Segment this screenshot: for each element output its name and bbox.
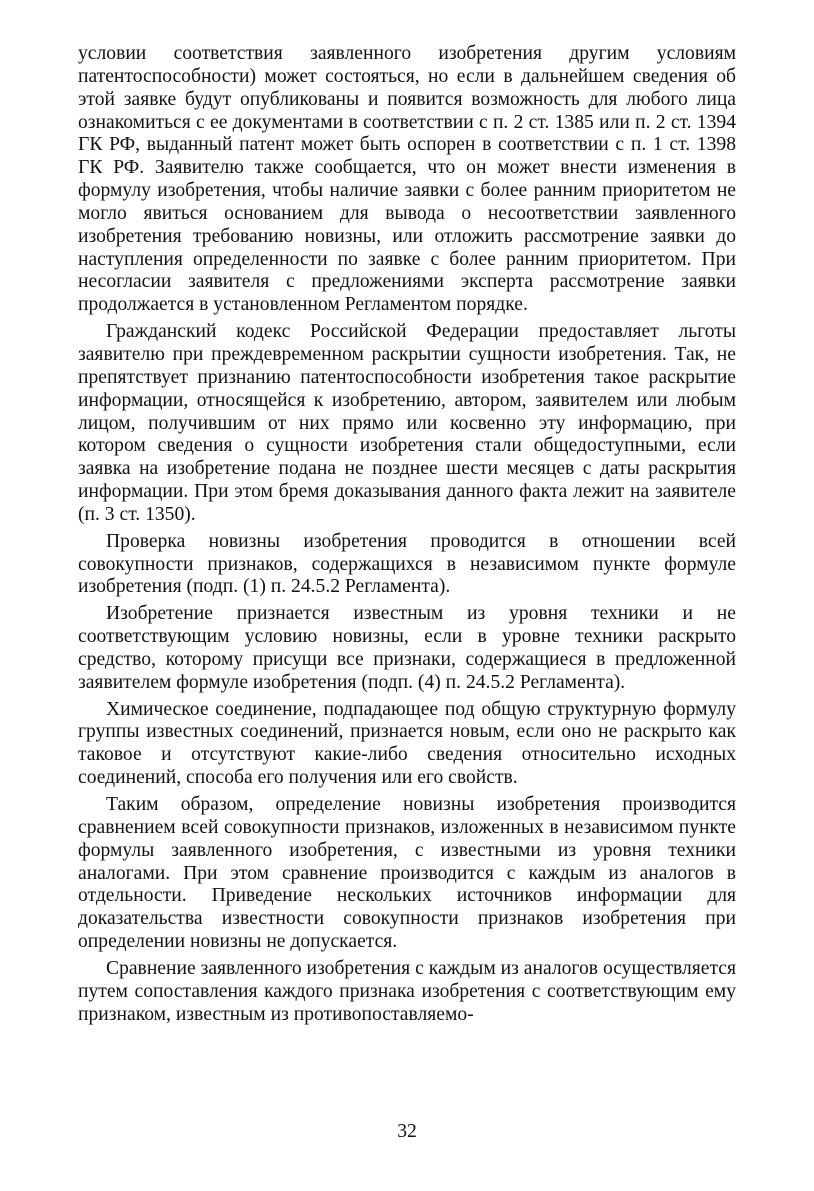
paragraph-5: Химическое соединение, подпадающее под общую структурную формулу группы известных соединений, признается новым, если оно не раскрыто как таковое и отсутствуют какие-либо сведения относительно исходных соединений, способа его получения или его свойств. [78,698,736,789]
paragraph-3: Проверка новизны изобретения проводится в отношении всей совокупности признаков, содержащихся в независимом пункте формуле изобретения (подп. (1) п. 24.5.2 Регламента). [78,530,736,598]
page-body [78,43,736,1030]
paragraph-7: Сравнение заявленного изобретения с каждым из аналогов осуществляется путем сопоставления каждого признака изобретения с соответствующим ему признаком, известным из противопоставляемо- [78,957,736,1025]
paragraph-6: Таким образом, определение новизны изобретения производится сравнением всей совокупности признаков, изложенных в независимом пункте формулы заявленного изобретения, с известными из уровня техники аналогами. При этом сравнение производится с каждым из аналогов в отдельности. Приведение нескольких источников информации для доказательства известности совокупности признаков изобретения при определении новизны не допускается. [78,794,736,953]
paragraph-2: Гражданский кодекс Российской Федерации предоставляет льготы заявителю при преждевременном раскрытии сущности изобретения. Так, не препятствует признанию патентоспособности изобретения такое раскрытие информации, относящейся к изобретению, автором, заявителем или любым лицом, получившим от них прямо или косвенно эту информацию, при котором сведения о сущности изобретения стали общедоступными, если заявка на изобретение подана не позднее шести месяцев с даты раскрытия информации. При этом бремя доказывания данного факта лежит на заявителе (п. 3 ст. 1350). [78,321,736,525]
paragraph-1: условии соответствия заявленного изобретения другим условиям патентоспособности) может состояться, но если в дальнейшем сведения об этой заявке будут опубликованы и появится возможность для любого лица ознакомиться с ее документами в соответствии с п. 2 ст. 1385 или п. 2 ст. 1394 ГК РФ, выданный патент может быть оспорен в соответствии с п. 1 ст. 1398 ГК РФ. Заявителю также сообщается, что он может внести изменения в формулу изобретения, чтобы наличие заявки с более ранним приоритетом не могло явиться основанием для вывода о несоответствии заявленного изобретения требованию новизны, или отложить рассмотрение заявки до наступления определенности по заявке с более ранним приоритетом. При несогласии заявителя с предложениями эксперта рассмотрение заявки продолжается в установленном Регламентом порядке. [78,43,736,316]
page-number: 32 [397,1121,417,1142]
paragraph-4: Изобретение признается известным из уровня техники и не соответствующим условию новизны, если в уровне техники раскрыто средство, которому присущи все признаки, содержащиеся в предложенной заявителем формуле изобретения (подп. (4) п. 24.5.2 Регламента). [78,603,736,693]
